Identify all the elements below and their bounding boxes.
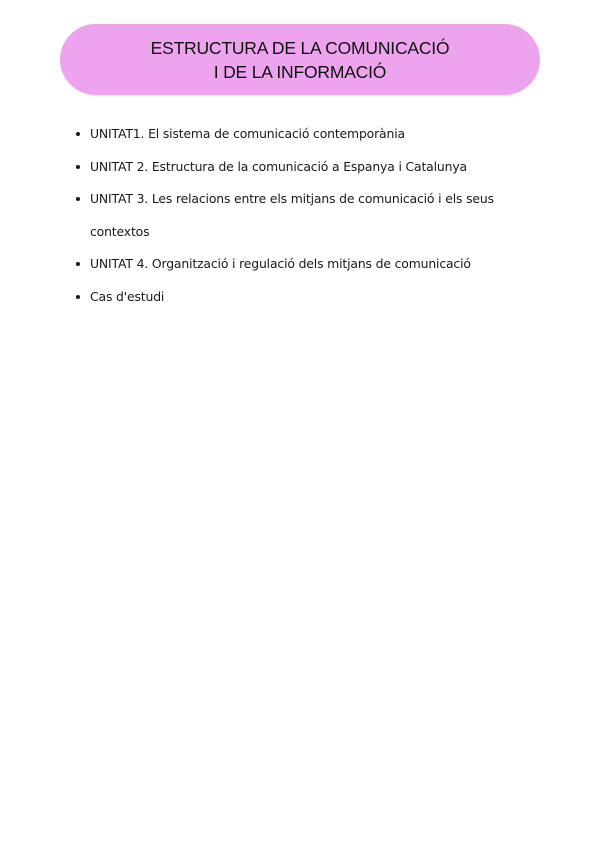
bullet-icon [76, 165, 80, 169]
bullet-icon [76, 132, 80, 136]
list-item [76, 183, 526, 248]
list-item-text: UNITAT 2. Estructura de la comunicació a Espanya i Catalunya [90, 158, 467, 174]
list-item [76, 151, 526, 184]
list-item-text: UNITAT1. El sistema de comunicació contemporània [90, 126, 405, 141]
unit-list [76, 118, 526, 313]
list-item [76, 248, 526, 281]
bullet-icon [76, 262, 80, 266]
title-line-1: ESTRUCTURA DE LA COMUNICACIÓ [150, 37, 450, 58]
bullet-icon [76, 197, 80, 201]
bullet-icon [76, 295, 80, 299]
title-banner [60, 24, 540, 95]
list-item-text: Cas d'estudi [90, 288, 165, 304]
list-item-text: UNITAT 4. Organització i regulació dels mitjans de comunicació [90, 256, 471, 271]
list-item [76, 118, 526, 151]
title-line-2: I DE LA INFORMACIÓ [213, 61, 387, 82]
list-item-text: UNITAT 3. Les relacions entre els mitjans de comunicació i els seus contextos [90, 191, 494, 239]
list-item [76, 281, 526, 314]
